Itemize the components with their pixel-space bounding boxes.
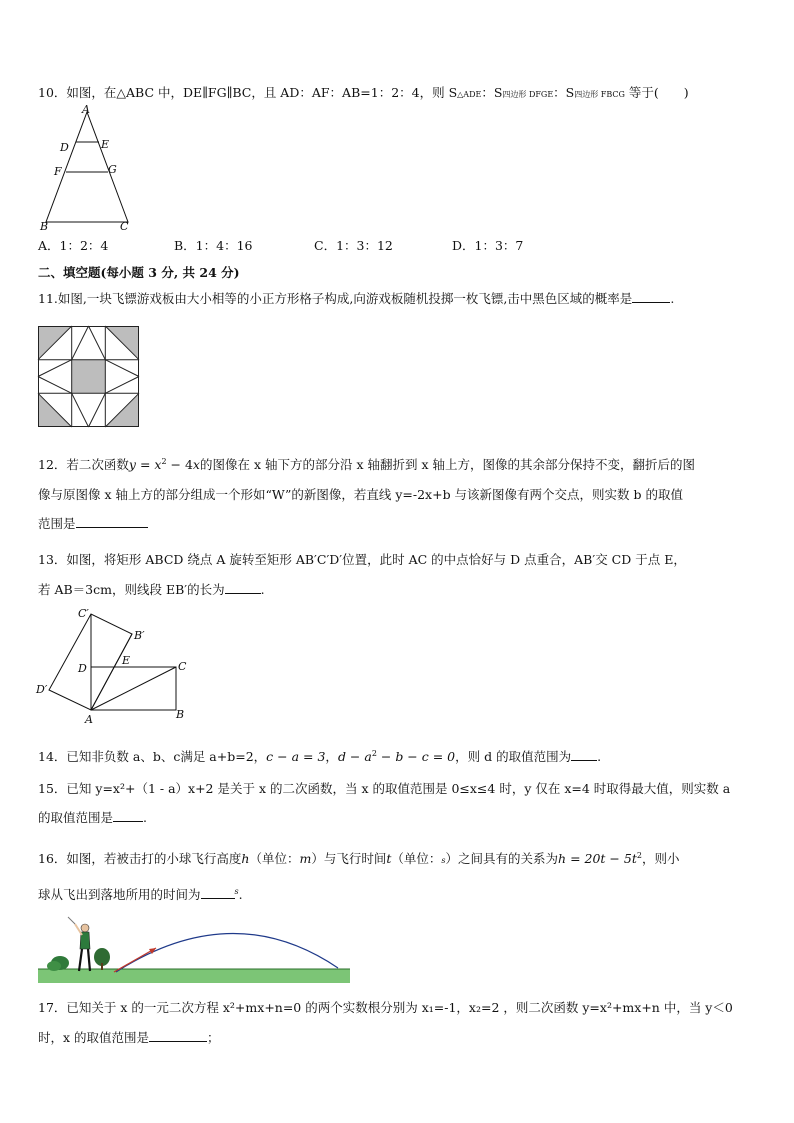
dartboard-figure [38, 326, 139, 427]
q13-rectangle-figure [36, 606, 196, 726]
label-C: C [178, 660, 187, 673]
q14-end: ，则 d 的取值范围为 [455, 749, 572, 765]
q16-s: s [441, 856, 446, 866]
q12-line1 [38, 448, 758, 479]
option-a[interactable]: A．1：2：4 [38, 238, 109, 253]
label-D-prime: D′ [36, 683, 48, 696]
q13-end: . [260, 582, 265, 597]
q16-answer-blank[interactable] [201, 884, 235, 899]
q14-eq2sup: 2 [371, 749, 377, 758]
option-d[interactable]: D．1：3：7 [452, 238, 524, 253]
q14-dot: . [597, 749, 602, 765]
q12-line3-text: 范围是 [38, 516, 76, 531]
q17-line1: 17．已知关于 x 的一元二次方程 x²+mx+n=0 的两个实数根分别为 x₁=-1，x₂=2 ，则二次函数 y=x²+mx+n 中，当 y＜0 [38, 1000, 733, 1015]
q10-sub3: 四边形 FBCG [574, 90, 625, 99]
q16-line1 [38, 842, 758, 875]
q12-line1-rest: 的图像在 x 轴下方的部分沿 x 轴翻折到 x 轴上方，图像的其余部分保持不变，翻折后的图 [199, 457, 695, 473]
label-C-prime: C′ [78, 607, 89, 620]
q16-formula: h = 20t − 5t [558, 851, 637, 867]
q15-line1: 15．已知 y=x²+（1 - a）x+2 是关于 x 的二次函数，当 x 的取值范围是 0≤x≤4 时，y 仅在 x=4 时取得最大值，则实数 a [38, 781, 731, 796]
q14-eq2a: d − a [337, 749, 372, 765]
q14-answer-blank[interactable] [571, 746, 597, 761]
q16-line1-end: ，则小 [641, 851, 680, 867]
q15-end: . [143, 810, 147, 825]
label-D: D [78, 662, 87, 675]
q15-line2-text: 的取值范围是 [38, 810, 114, 825]
q17-line2-text: 时，x 的取值范围是 [38, 1030, 150, 1045]
label-B-prime: B′ [134, 629, 145, 642]
label-G: G [108, 163, 117, 176]
q16-m: m [299, 851, 312, 867]
q10-options [38, 236, 523, 254]
q14-start: 14．已知非负数 a、b、c满足 a+b=2， [38, 749, 267, 765]
q12-formula-y: y [128, 457, 136, 473]
q14-stem [38, 740, 758, 771]
q16-mid1: ）与飞行时间 [311, 851, 387, 867]
label-D: D [60, 141, 69, 154]
golf-figure [38, 915, 350, 985]
q11-text: 11.如图,一块飞镖游戏板由大小相等的小正方形格子构成,向游戏板随机投掷一枚飞镖,击中黑色区域的概率是 [38, 291, 633, 306]
label-B: B [40, 220, 49, 233]
q11-end: . [670, 291, 675, 306]
q12-answer-blank[interactable] [76, 513, 148, 528]
label-A: A [82, 103, 90, 116]
q10-stem [38, 79, 758, 109]
q16-text: 16．如图，若被击打的小球飞行高度 [38, 851, 242, 867]
q15-answer-blank[interactable] [113, 807, 143, 822]
q15-line2 [38, 804, 758, 832]
q14-eq1: c − a = 3 [266, 749, 326, 765]
q13-line1: 13．如图，将矩形 ABCD 绕点 A 旋转至矩形 AB′C′D′位置，此时 AC 的中点恰好与 D 点重合，AB′交 CD 于点 E， [38, 552, 686, 567]
q16-unit1: （单位： [249, 851, 300, 867]
section-heading: 二、填空题(每小题 3 分, 共 24 分) [38, 265, 240, 280]
q14-mid: ， [325, 749, 338, 765]
q16-s2: s [234, 887, 239, 896]
q16-line2-text: 球从飞出到落地所用的时间为 [38, 887, 201, 903]
q10-triangle-figure [36, 105, 136, 235]
q16-formula-sup: 2 [636, 851, 642, 860]
label-E: E [101, 138, 110, 151]
q17-end: ； [207, 1030, 220, 1045]
q16-unit2: （单位： [391, 851, 442, 867]
q16-end: . [238, 887, 243, 903]
q10-text: 10．如图，在△ABC 中，DE∥FG∥BC，且 AD：AF：AB=1：2：4，则 S [38, 85, 458, 100]
option-c[interactable]: C．1：3：12 [314, 238, 393, 253]
label-B: B [176, 708, 185, 721]
q16-line2 [38, 878, 758, 909]
q10-sub1: △ADE [457, 90, 482, 99]
q10-sub2: 四边形 DFGE [502, 90, 554, 99]
q16-mid2: ）之间具有的关系为 [445, 851, 559, 867]
q12-formula-x2: x [192, 457, 200, 473]
q17-answer-blank[interactable] [149, 1027, 207, 1042]
q10-text-b: ：S [481, 85, 503, 100]
q17-line2 [38, 1024, 758, 1052]
label-A: A [85, 713, 93, 726]
q13-line2 [38, 576, 758, 604]
q11-answer-blank[interactable] [632, 288, 670, 303]
q16-h: h [241, 851, 250, 867]
label-E: E [122, 654, 131, 667]
q12-line2: 像与原图像 x 轴上方的部分组成一个形如“W”的新图像，若直线 y=-2x+b 与该新图像有两个交点，则实数 b 的取值 [38, 487, 683, 502]
q16-t: t [386, 851, 392, 867]
q12-formula-rest: − 4 [166, 457, 193, 473]
label-F: F [54, 165, 62, 178]
q12-formula-sup: 2 [161, 457, 167, 466]
q14-eq2b: − b − c = 0 [376, 749, 456, 765]
q11-stem [38, 285, 758, 313]
option-b[interactable]: B．1：4：16 [174, 238, 253, 253]
q12-formula-x: x [154, 457, 162, 473]
q12-formula-eq: = [135, 457, 155, 473]
q10-text-c: ：S [553, 85, 575, 100]
q10-text-d: 等于( ) [624, 85, 689, 100]
q13-answer-blank[interactable] [225, 579, 261, 594]
q12-start: 12．若二次函数 [38, 457, 129, 473]
q13-line2-text: 若 AB＝3cm，则线段 EB′的长为 [38, 582, 225, 597]
label-C: C [120, 220, 129, 233]
q12-line3 [38, 510, 758, 538]
